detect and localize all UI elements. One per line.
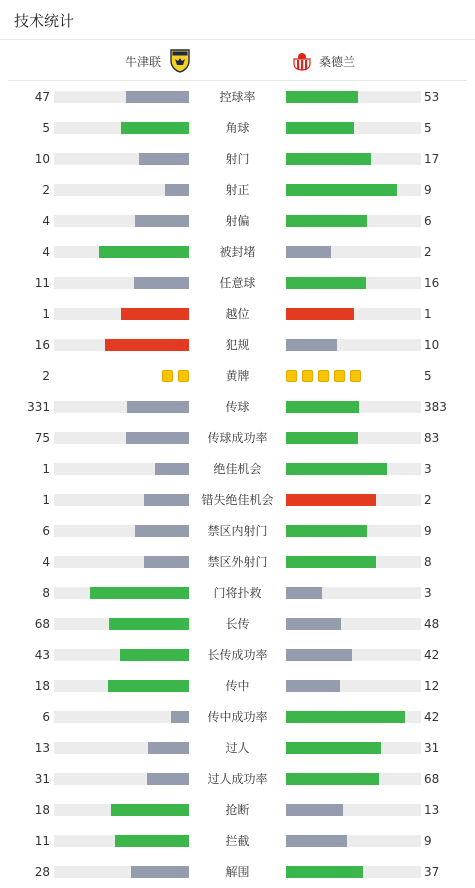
away-stat-bar-fill [286,215,367,227]
away-stat-value: 37 [424,865,440,879]
stat-row [0,857,475,888]
away-stat-bar [286,835,421,847]
stat-label: 解围 [225,865,250,879]
away-stat-value: 383 [424,400,447,414]
home-stat-bar [54,835,189,847]
home-stat-bar-fill [126,91,189,103]
home-team [125,49,191,73]
stat-row [0,268,475,299]
stat-label: 门将扑救 [213,586,262,600]
away-stat-value: 8 [424,555,432,569]
away-stat-bar-fill [286,494,376,506]
stat-label: 绝佳机会 [213,462,262,476]
stat-label: 过人 [225,741,250,755]
home-stat-bar-fill [120,649,189,661]
home-stat-bar-fill [148,742,189,754]
stat-row [0,764,475,795]
away-stat-value: 42 [424,710,440,724]
away-stat-value: 68 [424,772,440,786]
home-stat-value: 11 [34,834,50,848]
away-stat-value: 5 [424,369,432,383]
yellow-card-icon [350,370,361,382]
yellow-card-icon [334,370,345,382]
home-stat-bar-fill [109,618,189,630]
home-stat-bar-fill [144,556,189,568]
away-stat-bar [286,680,421,692]
away-stat-bar [286,494,421,506]
stat-row [0,578,475,609]
away-stat-bar [286,246,421,258]
home-stat-value: 2 [42,369,50,383]
home-stat-value: 11 [34,276,50,290]
away-stat-bar-fill [286,432,358,444]
stat-label: 长传成功率 [207,648,268,662]
away-stat-bar [286,525,421,537]
home-stat-bar-fill [105,339,189,351]
home-stat-value: 2 [42,183,50,197]
home-stat-bar [54,680,189,692]
home-stat-value: 10 [34,152,50,166]
home-stat-value: 18 [34,679,50,693]
away-stat-value: 2 [424,493,432,507]
stat-label: 传中 [225,679,250,693]
away-stat-bar-fill [286,711,405,723]
stat-label: 传球 [225,400,250,414]
stat-label: 角球 [225,121,250,135]
away-stat-bar-fill [286,246,331,258]
home-yellow-cards [162,370,189,382]
home-stat-bar-fill [155,463,189,475]
stat-row [0,237,475,268]
home-stat-bar [54,432,189,444]
home-stat-bar-fill [131,866,189,878]
home-stat-value: 68 [34,617,50,631]
stat-row [0,206,475,237]
stat-label: 抢断 [225,803,250,817]
home-team-name: 牛津联 [124,54,161,69]
away-stat-bar [286,556,421,568]
away-stat-value: 83 [424,431,440,445]
stat-row [0,175,475,206]
away-stat-bar [286,401,421,413]
stat-row [0,485,475,516]
away-stat-bar-fill [286,91,358,103]
away-stat-bar-fill [286,277,366,289]
home-stat-value: 47 [34,90,50,104]
yellow-card-icon [162,370,173,382]
away-stat-bar-fill [286,866,363,878]
stat-row [0,826,475,857]
stats-list [0,82,475,888]
away-stat-bar-fill [286,680,340,692]
away-stat-value: 9 [424,183,432,197]
home-stat-bar-fill [165,184,189,196]
yellow-card-icon [178,370,189,382]
away-stat-value: 9 [424,834,432,848]
home-stat-value: 13 [34,741,50,755]
away-stat-value: 16 [424,276,440,290]
stat-label: 犯规 [225,338,250,352]
home-stat-bar-fill [134,277,189,289]
sunderland-crest-icon [291,51,313,71]
away-stat-bar-fill [286,804,343,816]
yellow-card-icon [286,370,297,382]
stat-label: 被封堵 [219,245,256,259]
away-stat-value: 10 [424,338,440,352]
home-stat-bar [54,153,189,165]
stat-label: 传中成功率 [207,710,268,724]
away-stat-bar-fill [286,587,322,599]
away-stat-bar [286,618,421,630]
stat-label: 射正 [225,183,250,197]
stat-row [0,392,475,423]
stat-row [0,144,475,175]
home-stat-bar [54,711,189,723]
stat-label: 控球率 [219,90,256,104]
stat-row [0,609,475,640]
home-stat-bar-fill [121,308,189,320]
away-stat-bar-fill [286,618,341,630]
home-stat-bar-fill [135,215,189,227]
home-stat-bar [54,525,189,537]
home-stat-bar [54,618,189,630]
away-stat-value: 1 [424,307,432,321]
away-stat-bar-fill [286,308,354,320]
home-stat-bar-fill [139,153,189,165]
away-stat-bar [286,866,421,878]
home-stat-bar-fill [121,122,189,134]
stat-row [0,299,475,330]
home-stat-value: 43 [34,648,50,662]
yellow-card-icon [318,370,329,382]
stat-row [0,671,475,702]
away-stat-bar-fill [286,463,387,475]
home-stat-bar-fill [127,401,189,413]
away-stat-bar-fill [286,339,337,351]
away-stat-bar [286,339,421,351]
stat-row [0,113,475,144]
home-stat-bar-fill [90,587,189,599]
home-stat-value: 4 [42,555,50,569]
home-stat-bar [54,91,189,103]
stat-row [0,702,475,733]
away-stat-bar [286,587,421,599]
home-stat-value: 4 [42,245,50,259]
away-stat-bar [286,804,421,816]
stat-label: 传球成功率 [207,431,268,445]
home-stat-bar-fill [135,525,189,537]
stat-label: 禁区内射门 [207,524,268,538]
away-stat-value: 48 [424,617,440,631]
stat-row [0,423,475,454]
home-stat-bar [54,556,189,568]
stat-row [0,733,475,764]
home-stat-bar [54,742,189,754]
away-stat-value: 53 [424,90,440,104]
home-stat-bar [54,246,189,258]
away-stat-bar-fill [286,401,359,413]
home-stat-bar-fill [147,773,189,785]
away-stat-bar [286,215,421,227]
home-stat-value: 5 [42,121,50,135]
away-team-name: 桑德兰 [319,54,356,69]
away-stat-value: 6 [424,214,432,228]
home-stat-bar-fill [111,804,189,816]
away-stat-bar-fill [286,184,397,196]
away-stat-bar [286,649,421,661]
away-stat-bar [286,122,421,134]
stat-label: 错失绝佳机会 [201,493,274,507]
away-stat-value: 2 [424,245,432,259]
home-stat-value: 6 [42,524,50,538]
home-stat-bar-fill [144,494,189,506]
home-stat-bar-fill [126,432,189,444]
stat-row [0,82,475,113]
away-yellow-cards [286,370,361,382]
away-stat-bar [286,432,421,444]
stat-row [0,640,475,671]
stat-row [0,547,475,578]
stat-label: 黄牌 [225,369,250,383]
home-stat-value: 1 [42,307,50,321]
away-stat-value: 12 [424,679,440,693]
home-stat-bar [54,773,189,785]
oxford-united-crest-icon [169,49,191,73]
away-stat-value: 13 [424,803,440,817]
home-stat-bar-fill [99,246,189,258]
home-stat-bar [54,866,189,878]
away-stat-value: 31 [424,741,440,755]
home-stat-value: 18 [34,803,50,817]
away-stat-bar-fill [286,742,381,754]
away-stat-bar [286,153,421,165]
teams-header [0,41,475,81]
stat-label: 拦截 [225,834,250,848]
away-stat-bar [286,308,421,320]
home-stat-bar [54,277,189,289]
home-stat-bar [54,804,189,816]
home-stat-value: 8 [42,586,50,600]
away-stat-bar-fill [286,773,379,785]
home-stat-value: 6 [42,710,50,724]
home-stat-bar-fill [108,680,189,692]
away-stat-bar [286,773,421,785]
away-stat-value: 5 [424,121,432,135]
home-stat-bar [54,401,189,413]
stat-label: 过人成功率 [207,772,268,786]
header [0,0,475,40]
away-stat-bar-fill [286,525,367,537]
home-stat-bar [54,184,189,196]
away-stat-bar [286,711,421,723]
home-stat-value: 31 [34,772,50,786]
away-stat-value: 17 [424,152,440,166]
stat-row [0,330,475,361]
stat-label: 射门 [225,152,250,166]
home-stat-bar [54,649,189,661]
stat-label: 射偏 [225,214,250,228]
away-stat-bar-fill [286,556,376,568]
home-stat-value: 28 [34,865,50,879]
home-stat-value: 331 [27,400,50,414]
divider [8,80,467,81]
stat-row [0,361,475,392]
home-stat-bar [54,463,189,475]
away-stat-bar-fill [286,122,354,134]
home-stat-bar [54,339,189,351]
page-title: 技术统计 [14,12,75,30]
home-stat-value: 16 [34,338,50,352]
stat-label: 任意球 [219,276,256,290]
home-stat-bar [54,215,189,227]
home-stat-value: 1 [42,493,50,507]
home-stat-bar-fill [115,835,189,847]
away-stat-bar [286,277,421,289]
away-stat-value: 42 [424,648,440,662]
home-stat-bar [54,494,189,506]
away-stat-bar [286,742,421,754]
stat-label: 长传 [225,617,250,631]
away-stat-bar-fill [286,649,352,661]
yellow-card-icon [302,370,313,382]
home-stat-value: 1 [42,462,50,476]
away-stat-bar-fill [286,153,371,165]
away-stat-value: 3 [424,586,432,600]
stat-row [0,454,475,485]
away-stat-bar [286,463,421,475]
stat-row [0,516,475,547]
home-stat-bar [54,587,189,599]
away-stat-value: 9 [424,524,432,538]
away-stat-bar [286,91,421,103]
away-stat-bar [286,184,421,196]
away-stat-bar-fill [286,835,347,847]
stat-row [0,795,475,826]
home-stat-bar [54,122,189,134]
home-stat-value: 75 [34,431,50,445]
stat-label: 禁区外射门 [207,555,268,569]
home-stat-value: 4 [42,214,50,228]
away-stat-value: 3 [424,462,432,476]
stat-label: 越位 [225,307,250,321]
away-team [291,49,355,73]
home-stat-bar [54,308,189,320]
home-stat-bar-fill [171,711,189,723]
